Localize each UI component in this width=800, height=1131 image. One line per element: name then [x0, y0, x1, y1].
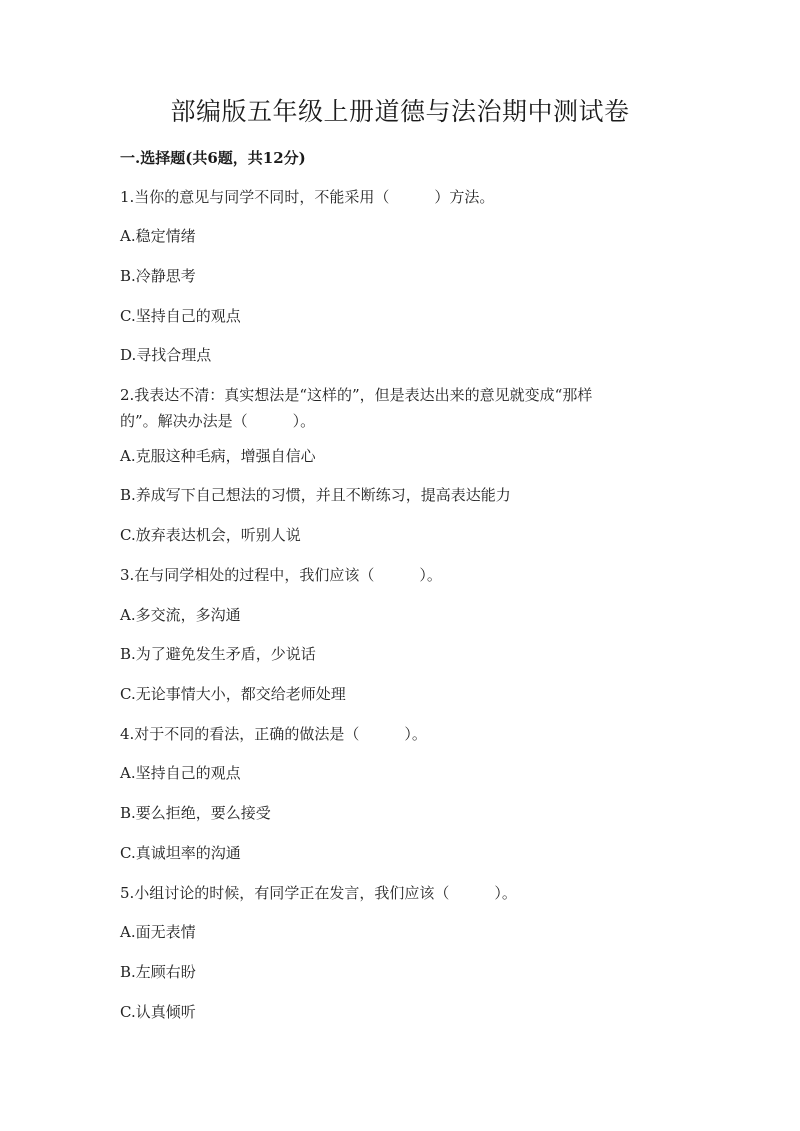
option-b: B.左顾右盼: [120, 963, 196, 981]
question-stem-line-1: 2.我表达不清：真实想法是“这样的”，但是表达出来的意见就变成“那样: [120, 386, 593, 404]
option-c: C.放弃表达机会，听别人说: [120, 526, 301, 544]
option-a: A.多交流，多沟通: [120, 606, 241, 624]
option-b: B.养成写下自己想法的习惯，并且不断练习，提高表达能力: [120, 486, 511, 504]
option-d: D.寻找合理点: [120, 346, 212, 364]
option-c: C.无论事情大小，都交给老师处理: [120, 685, 346, 703]
option-b: B.为了避免发生矛盾，少说话: [120, 645, 316, 663]
option-b: B.冷静思考: [120, 267, 196, 285]
option-b: B.要么拒绝，要么接受: [120, 804, 271, 822]
option-c: C.坚持自己的观点: [120, 307, 241, 325]
option-a: A.坚持自己的观点: [120, 764, 241, 782]
document-title: 部编版五年级上册道德与法治期中测试卷: [170, 97, 630, 126]
section-heading: 一.选择题(共6题，共12分): [120, 149, 306, 167]
question-stem: 4.对于不同的看法，正确的做法是（ ）。: [120, 725, 427, 743]
question-stem: 3.在与同学相处的过程中，我们应该（ ）。: [120, 566, 442, 584]
option-a: A.面无表情: [120, 923, 196, 941]
question-stem-line-2: 的”。解决办法是（ ）。: [120, 412, 316, 430]
option-c: C.真诚坦率的沟通: [120, 844, 241, 862]
question-stem: 5.小组讨论的时候，有同学正在发言，我们应该（ ）。: [120, 884, 517, 902]
option-c: C.认真倾听: [120, 1003, 196, 1021]
question-stem: 1.当你的意见与同学不同时，不能采用（ ）方法。: [120, 188, 495, 206]
option-a: A.克服这种毛病，增强自信心: [120, 447, 316, 465]
option-a: A.稳定情绪: [120, 227, 196, 245]
